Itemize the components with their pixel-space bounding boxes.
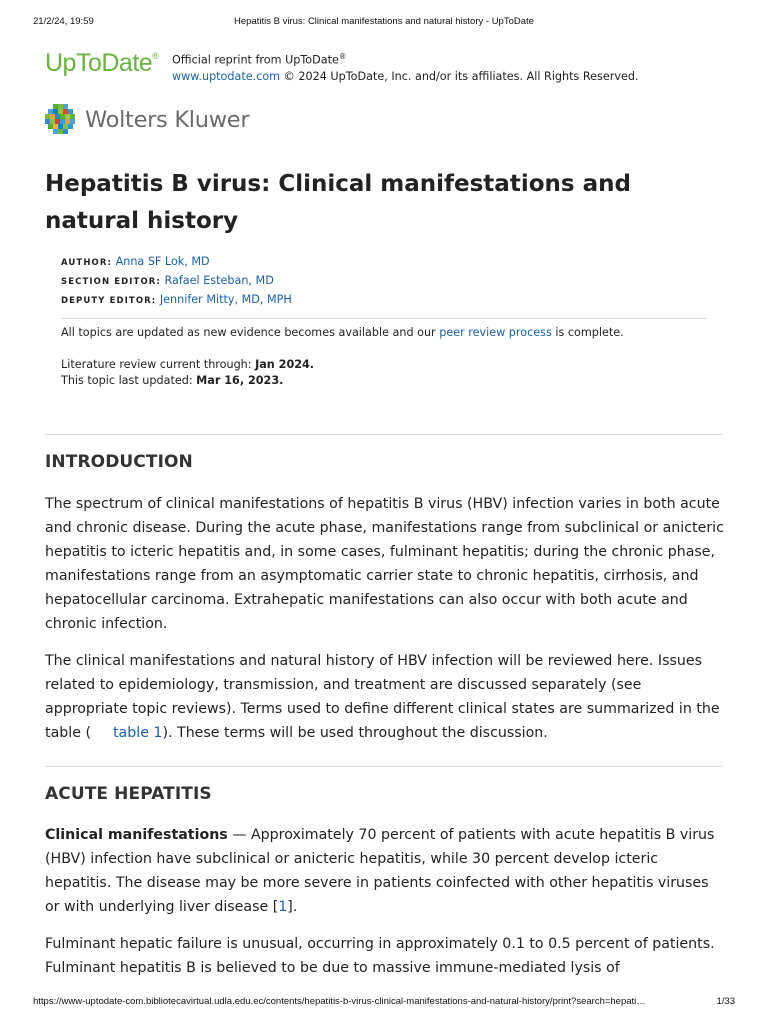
reference-1-link[interactable]: 1 [278, 899, 288, 915]
clinical-manifestations-subheading: Clinical manifestations [45, 827, 228, 843]
wolters-kluwer-mosaic-icon [45, 104, 77, 136]
section-divider [45, 434, 722, 435]
author-row [61, 253, 292, 272]
deputy-editor-link[interactable]: Jennifer Mitty, MD, MPH [159, 293, 292, 306]
author-block [61, 253, 292, 310]
uptodate-site-link[interactable]: www.uptodate.com [172, 69, 281, 83]
introduction-heading: INTRODUCTION [45, 452, 193, 472]
introduction-paragraph-2: The clinical manifestations and natural history of HBV infection will be reviewed here. Issues related to epidemiology, transmission, and treatment are discussed separately (see appropriate topic reviews). Terms used to define different clinical states are summarized in the table ( table 1). These terms will be used throughout the discussion. [45, 653, 720, 741]
acute-hepatitis-paragraph-2: Fulminant hepatic failure is unusual, occurring in approximately 0.1 to 0.5 percent of patients. Fulminant hepatitis B is believed to be due to massive immune-mediated lysis of [45, 936, 715, 976]
article-title: Hepatitis B virus: Clinical manifestations and natural history [45, 171, 631, 234]
literature-review-line: Literature review current through: Jan 2024. [61, 358, 315, 371]
introduction-paragraph-1: The spectrum of clinical manifestations of hepatitis B virus (HBV) infection varies in both acute and chronic disease. During the acute phase, manifestations range from subclinical or anicteric hepatitis to icteric hepatitis and, in some cases, fulminant hepatitis; during the chronic phase, manifestations range from an asymptomatic carrier state to chronic hepatitis, cirrhosis, and hepatocellular carcinoma. Extrahepatic manifestations can also occur with both acute and chronic infection. [45, 496, 724, 632]
section-editor-link[interactable]: Rafael Esteban, MD [164, 274, 274, 287]
page-number: 1/33 [716, 996, 735, 1007]
section-divider [45, 766, 722, 767]
section-editor-row [61, 272, 292, 291]
deputy-editor-role: DEPUTY EDITOR: [61, 296, 157, 306]
print-page-title: Hepatitis B virus: Clinical manifestations and natural history - UpToDate [234, 16, 534, 27]
author-divider [61, 318, 707, 319]
reprint-notice: Official reprint from UpToDate® www.uptodate.com © 2024 UpToDate, Inc. and/or its affiliates. All Rights Reserved. [172, 52, 639, 83]
publisher-name: Wolters Kluwer [85, 107, 250, 133]
print-footer [0, 996, 768, 1010]
last-updated-line: This topic last updated: Mar 16, 2023. [61, 374, 284, 387]
section-editor-role: SECTION EDITOR: [61, 277, 161, 287]
print-date: 21/2/24, 19:59 [33, 16, 94, 27]
update-note: All topics are updated as new evidence becomes available and our peer review process is complete. [61, 326, 624, 339]
print-url: https://www-uptodate-com.bibliotecavirtual.udla.edu.ec/contents/hepatitis-b-virus-clinical-manifestations-and-natural-history/print?search=hepati… [33, 996, 646, 1007]
print-header [0, 16, 768, 30]
peer-review-link[interactable]: peer review process [439, 326, 552, 339]
author-role: AUTHOR: [61, 258, 113, 268]
table-icon [95, 727, 107, 737]
uptodate-logo: UpToDate® [45, 49, 159, 77]
review-dates [61, 357, 314, 389]
deputy-editor-row [61, 291, 292, 310]
reprint-banner [45, 49, 725, 89]
acute-hepatitis-heading: ACUTE HEPATITIS [45, 784, 212, 804]
table-1-link[interactable]: table 1 [112, 725, 163, 741]
wolters-kluwer-logo [45, 104, 285, 136]
acute-hepatitis-paragraph-1: Clinical manifestations — Approximately 70 percent of patients with acute hepatitis B virus (HBV) infection have subclinical or anicteric hepatitis, while 30 percent develop icteric hepatitis. The disease may be more severe in patients coinfected with other hepatitis viruses or with underlying liver disease [1]. [45, 827, 715, 915]
author-link[interactable]: Anna SF Lok, MD [115, 255, 210, 268]
reprint-label: Official reprint from UpToDate [172, 53, 339, 67]
copyright-text: © 2024 UpToDate, Inc. and/or its affiliates. All Rights Reserved. [280, 69, 639, 83]
